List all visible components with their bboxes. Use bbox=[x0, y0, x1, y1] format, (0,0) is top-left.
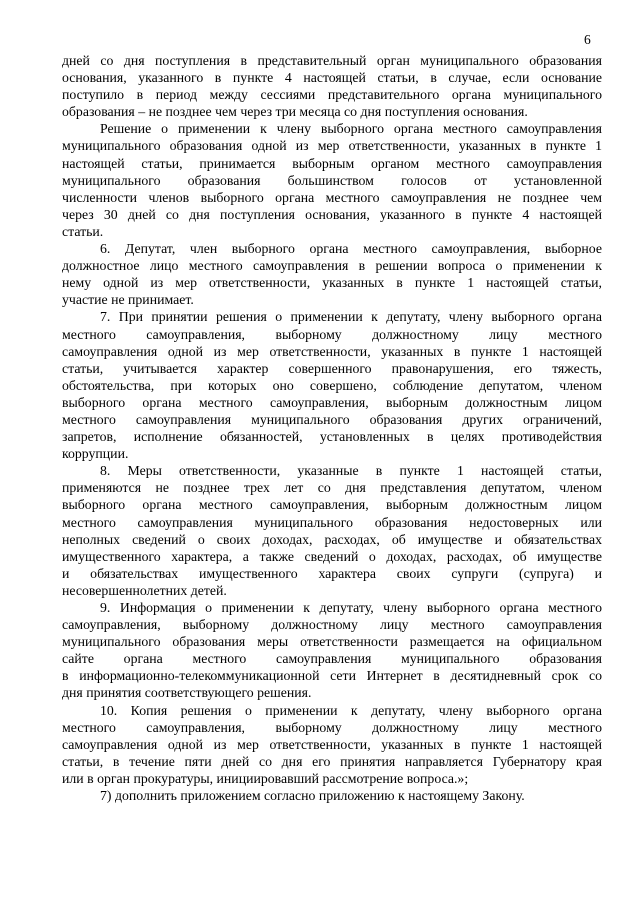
text-line: и обязательствах имущественного характера своих супруги (супруга) и bbox=[62, 565, 602, 581]
text-line: численности членов выборного органа местного самоуправления не позднее чем bbox=[62, 189, 602, 205]
text-line: самоуправления, выборному должностному лицу местного самоуправления bbox=[62, 617, 602, 633]
text-line: статьи. bbox=[62, 223, 104, 239]
document-body bbox=[62, 52, 602, 804]
paragraph bbox=[62, 308, 602, 462]
text-line: муниципального образования меры ответственности размещается на официальном bbox=[62, 634, 602, 650]
paragraph bbox=[62, 240, 602, 308]
text-line: образования – не позднее чем через три месяца со дня поступления основания. bbox=[62, 104, 528, 120]
text-line: 10. Копия решения о применении к депутату, члену выборного органа bbox=[100, 702, 602, 718]
text-line: местного самоуправления муниципального образования недостоверных или bbox=[62, 514, 602, 530]
text-line: 7. При принятии решения о применении к депутату, члену выборного органа bbox=[100, 309, 602, 325]
text-line: поступило в период между сессиями представительного органа муниципального bbox=[62, 87, 602, 103]
text-line: в информационно-телекоммуникационной сети Интернет в десятидневный срок со bbox=[62, 668, 602, 684]
text-line: обстоятельства, при которых оно совершено, соблюдение депутатом, членом bbox=[62, 377, 602, 393]
text-line: запретов, исполнение обязанностей, установленных в целях противодействия bbox=[62, 429, 602, 445]
paragraph bbox=[62, 462, 602, 599]
text-line: самоуправления одной из мер ответственности, указанных в пункте 1 настоящей bbox=[62, 343, 602, 359]
text-line: или в орган прокуратуры, инициировавший рассмотрение вопроса.»; bbox=[62, 770, 469, 786]
paragraph bbox=[62, 52, 602, 120]
text-line: муниципального образования большинством голосов от установленной bbox=[62, 172, 602, 188]
text-line: основания, указанного в пункте 4 настоящей статьи, в случае, если основание bbox=[62, 70, 602, 86]
text-line: нему одной из мер ответственности, указанных в пункте 1 настоящей статьи, bbox=[62, 275, 602, 291]
text-line: должностное лицо местного самоуправления в решении вопроса о применении к bbox=[62, 258, 602, 274]
text-line: местного самоуправления, выборному должностному лицу местного bbox=[62, 326, 602, 342]
text-line: 9. Информация о применении к депутату, члену выборного органа местного bbox=[100, 600, 602, 615]
text-line: дня принятия соответствующего решения. bbox=[62, 685, 312, 701]
text-line: Решение о применении к члену выборного органа местного самоуправления bbox=[100, 121, 602, 137]
paragraph bbox=[62, 120, 602, 240]
text-line: местного самоуправления муниципального образования других ограничений, bbox=[62, 411, 602, 427]
text-line: неполных сведений о своих доходах, расходах, об имуществе и обязательствах bbox=[62, 531, 602, 547]
paragraph bbox=[62, 702, 602, 787]
paragraph bbox=[62, 787, 602, 804]
text-line: коррупции. bbox=[62, 446, 129, 462]
text-line: местного самоуправления, выборному должностному лицу местного bbox=[62, 719, 602, 735]
page-number: 6 bbox=[584, 32, 591, 47]
text-line: выборного органа местного самоуправления, выборным должностным лицом bbox=[62, 497, 602, 513]
text-line: 6. Депутат, член выборного органа местного самоуправления, выборное bbox=[100, 241, 602, 257]
text-line: участие не принимает. bbox=[62, 292, 194, 308]
text-line: несовершеннолетних детей. bbox=[62, 582, 227, 598]
text-line: настоящей статьи, принимается выборным органом местного самоуправления bbox=[62, 155, 602, 171]
paragraph bbox=[62, 599, 602, 702]
text-line: 8. Меры ответственности, указанные в пункте 1 настоящей статьи, bbox=[100, 463, 602, 479]
text-line: выборного органа местного самоуправления, выборным должностным лицом bbox=[62, 394, 602, 410]
text-line: муниципального образования одной из мер ответственности, указанных в пункте 1 bbox=[62, 138, 602, 154]
text-line: применяются не позднее трех лет со дня представления депутатом, членом bbox=[62, 480, 602, 496]
text-line: 7) дополнить приложением согласно приложению к настоящему Закону. bbox=[100, 788, 525, 804]
text-line: дней со дня поступления в представительный орган муниципального образования bbox=[62, 53, 602, 68]
text-line: статьи, в течение пяти дней со дня его принятия направляется Губернатору края bbox=[62, 753, 602, 769]
text-line: сайте органа местного самоуправления муниципального образования bbox=[62, 651, 602, 667]
text-line: статьи, учитывается характер совершенного правонарушения, его тяжесть, bbox=[62, 360, 602, 376]
text-line: самоуправления одной из мер ответственности, указанных в пункте 1 настоящей bbox=[62, 736, 602, 752]
text-line: через 30 дней со дня поступления основания, указанного в пункте 4 настоящей bbox=[62, 206, 602, 222]
text-line: имущественного характера, а также сведений о доходах, расходах, об имуществе bbox=[62, 548, 602, 564]
